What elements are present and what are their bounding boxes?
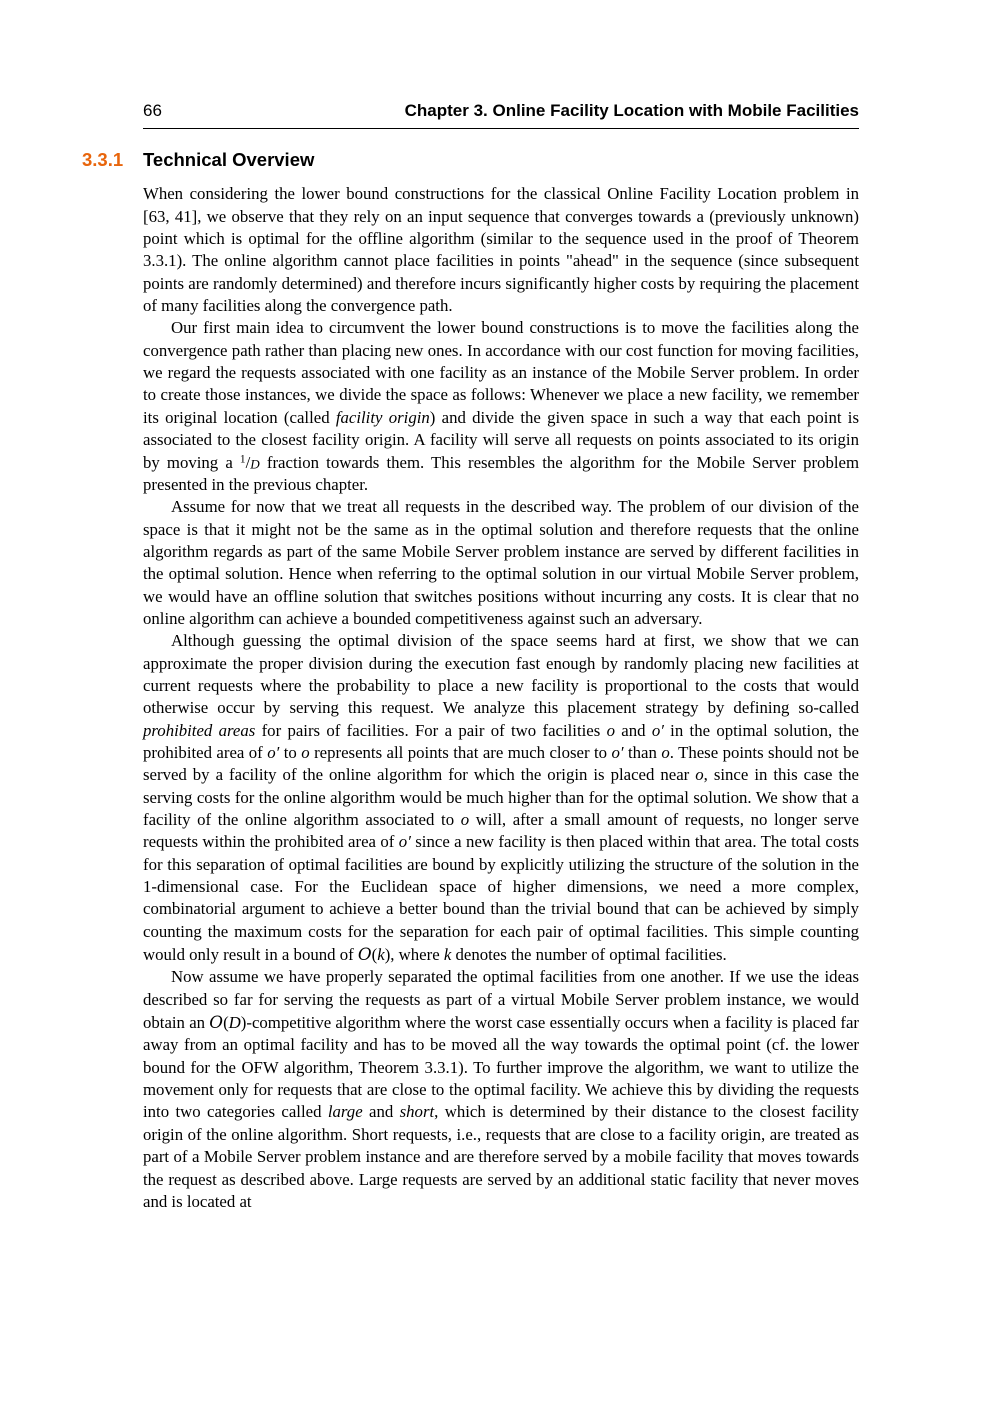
text-run: , which is determined by their distance to the closest facility origin of the online algorithm. Short requests, i.e., requests that are close to a facility origin, are treated as part of a Mobile Server problem instance and are therefore served by a mobile facility that moves towards the request as described above. Large requests are served by an additional static facility that never moves and is located at — [143, 1102, 860, 1211]
text-run: will, after a small amount of requests, no longer serve requests within the prohibited area of — [143, 810, 859, 852]
text-run: ) and divide the given space in such a way that each point is associated to the closest facility origin. A facility will serve all requests on points associated to its origin by moving a — [143, 407, 859, 472]
text-run: k — [443, 945, 452, 965]
text-run: denotes the number of optimal facilities. — [451, 945, 727, 965]
text-run: / — [245, 452, 251, 472]
text-run: than — [623, 742, 662, 762]
text-run: 1 — [239, 452, 246, 465]
text-run: in the optimal solution, the prohibited area of — [143, 720, 860, 762]
text-run: represents all points that are much closer to — [309, 742, 612, 762]
text-run: O — [209, 1012, 224, 1033]
text-run: Our first main idea to circumvent the lower bound constructions is to move the facilities along the convergence path rather than placing new ones. In accordance with our cost function for moving facilities, we regard the requests associated with one facility as an instance of the Mobile Server problem. In order to create those instances, we divide the space as follows: Whenever we place a new facility, we remember its original location (called — [143, 318, 859, 427]
text-run: Although guessing the optimal division of the space seems hard at first, we show that we can approximate the proper division during the execution fast enough by randomly placing new facilities at current requests where the probability to place a new facility is proportional to the costs that would otherwise occur by serving this request. We analyze this placement strategy by defining so-called — [143, 631, 859, 718]
text-run: o — [695, 765, 704, 785]
paragraph — [143, 183, 859, 317]
text-run: D — [250, 456, 260, 472]
text-run: D — [228, 1013, 241, 1033]
paragraph — [143, 496, 859, 630]
section-heading — [82, 149, 859, 171]
paragraph — [143, 630, 859, 966]
paragraph — [143, 317, 859, 496]
text-run: o′ — [611, 742, 624, 762]
text-run: O — [357, 944, 372, 965]
text-run: , since in this case the serving costs for the online algorithm would be much higher than for the optimal solution. We show that a facility of the online algorithm associated to — [143, 765, 859, 830]
text-run: ( — [223, 1013, 229, 1033]
text-run: ( — [371, 945, 378, 965]
body-text — [143, 183, 859, 1213]
text-run: )-competitive algorithm where the worst case essentially occurs when a facility is placed far away from an optimal facility and has to be moved all the way towards the optimal point (cf. the lower bound for the OFW algorithm, Theorem 3.3.1). To further improve the algorithm, we want to utilize the movement only for requests that are close to the optimal facility. We achieve this by dividing the requests into two categories called — [143, 1013, 859, 1122]
text-run: to — [279, 742, 302, 762]
running-chapter-title: Chapter 3. Online Facility Location with Mobile Facilities — [404, 101, 859, 120]
text-run: facility origin — [335, 407, 430, 427]
text-run: k — [377, 945, 385, 965]
text-run: . These points should not be served by a facility of the online algorithm for which the origin is placed near — [143, 742, 859, 785]
text-run: large — [327, 1102, 363, 1122]
text-run: Assume for now that we treat all requests in the described way. The problem of our division of the space is that it might not be the same as in the optimal solution and therefore requests that the online algorithm regards as part of the same Mobile Server problem instance are served by different facilities in the optimal solution. Hence when referring to the optimal solution in our virtual Mobile Server problem, we would have an offline solution that switches positions without incurring any costs. It is clear that no online algorithm can achieve a bounded competitiveness against such an adversary. — [143, 497, 859, 628]
text-run: o — [301, 742, 310, 762]
text-run: o′ — [267, 742, 280, 762]
page-header — [143, 0, 859, 121]
text-run: o′ — [398, 832, 411, 852]
text-run: since a new facility is then placed within that area. The total costs for this separation of optimal facilities are bound by explicitly utilizing the structure of the solution in the 1-dimensional case. For the Euclidean space of higher dimensions, we need a more complex, combinatorial argument to achieve a better bound than the trivial bound that can be achieved by simply counting the maximum costs for the separation for each pair of optimal facilities. This simple counting would only result in a bound of — [143, 832, 859, 965]
text-run: short — [399, 1102, 435, 1122]
text-run: and — [362, 1102, 400, 1122]
text-run: o — [460, 810, 470, 830]
text-run: for pairs of facilities. For a pair of two facilities — [255, 720, 607, 740]
paragraph — [143, 966, 859, 1213]
text-run: fraction towards them. This resembles the algorithm for the Mobile Server problem presented in the previous chapter. — [143, 452, 859, 494]
text-run: Now assume we have properly separated the optimal facilities from one another. If we use the ideas described so far for serving the requests as part of a virtual Mobile Server problem instance, we would obtain an — [143, 967, 859, 1033]
text-run: o — [661, 742, 670, 762]
text-run: ), where — [384, 945, 444, 965]
section-title: Technical Overview — [143, 149, 315, 171]
header-rule — [143, 128, 859, 129]
text-run: o — [606, 720, 615, 740]
page-number: 66 — [143, 101, 162, 120]
section-number: 3.3.1 — [82, 149, 124, 171]
text-run: When considering the lower bound constructions for the classical Online Facility Location problem in [63, 41], we observe that they rely on an input sequence that converges towards a (previously unknown) point which is optimal for the offline algorithm (similar to the sequence used in the proof of Theorem 3.3.1). The online algorithm cannot place facilities in points "ahead" in the sequence (since subsequent points are randomly determined) and therefore incurs significantly higher costs by requiring the placement of many facilities along the convergence path. — [143, 184, 859, 316]
text-column — [82, 0, 860, 1213]
text-run: prohibited areas — [143, 720, 256, 740]
text-run: and — [614, 720, 652, 740]
text-run: o′ — [651, 720, 664, 740]
